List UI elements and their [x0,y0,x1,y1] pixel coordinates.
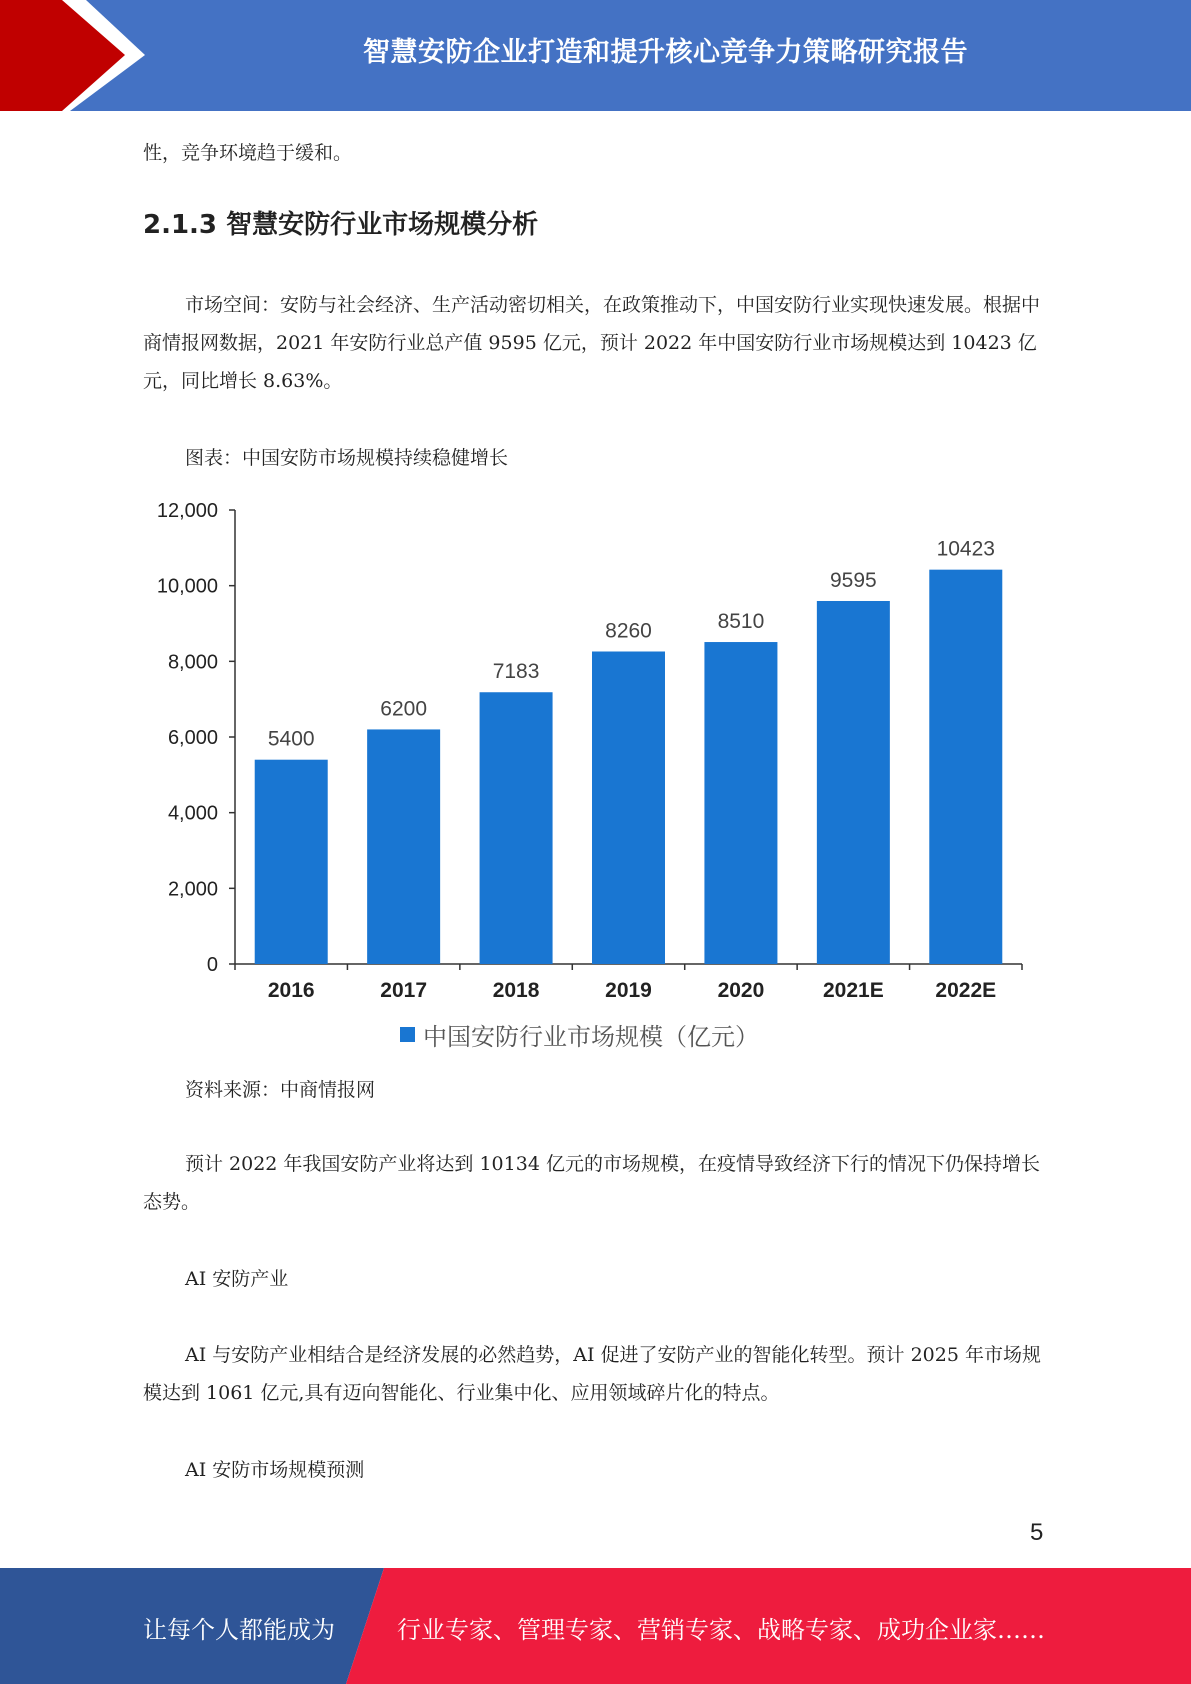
bar [367,729,440,964]
bar [592,651,665,964]
bar-chart-svg [130,490,1040,1010]
legend-label: 中国安防行业市场规模（亿元） [423,1023,759,1051]
chart-legend [400,1017,759,1052]
paragraph-forecast: 预计 2022 年我国安防产业将达到 10134 亿元的市场规模，在疫情导致经济下行的情况下仍保持增长态势。 [143,1153,1040,1213]
figure-caption: 图表：中国安防市场规模持续稳健增长 [185,447,509,469]
bar-value-label: 6200 [380,697,428,721]
bar-value-label: 9595 [829,568,877,592]
section-heading: 2.1.3 智慧安防行业市场规模分析 [143,210,539,240]
page-footer [0,1568,1191,1684]
bar [929,570,1002,964]
x-tick-label: 2019 [605,979,652,1002]
bar-chart [130,490,1040,1050]
bar [817,601,890,964]
page-header [0,0,1191,111]
subheading-ai-forecast: AI 安防市场规模预测 [185,1459,365,1481]
bar [255,760,328,964]
bar-value-label: 10423 [936,537,995,561]
report-title: 智慧安防企业打造和提升核心竞争力策略研究报告 [363,37,968,68]
y-tick-label: 0 [206,954,218,976]
bar-value-label: 5400 [267,727,315,751]
y-tick-label: 2,000 [167,878,218,901]
paragraph-ai-security: AI 与安防产业相结合是经济发展的必然趋势，AI 促进了安防产业的智能化转型。预计 2025 年市场规模达到 1061 亿元,具有迈向智能化、行业集中化、应用领域碎片化的特点。 [143,1344,1041,1404]
page-number: 5 [1030,1519,1044,1546]
bar [704,642,777,964]
subheading-ai-security: AI 安防产业 [185,1268,289,1290]
x-tick-label: 2020 [717,979,765,1002]
x-tick-label: 2022E [935,979,997,1002]
footer-slogan-right: 行业专家、管理专家、营销专家、战略专家、成功企业家…… [397,1616,1045,1644]
source-note: 资料来源：中商情报网 [185,1079,376,1101]
y-tick-label: 8,000 [167,651,218,674]
paragraph-market-space: 市场空间：安防与社会经济、生产活动密切相关，在政策推动下，中国安防行业实现快速发展。根据中商情报网数据，2021 年安防行业总产值 9595 亿元，预计 2022 年中国安防行业市场规模达到 10423 亿元，同比增长 8.63%。 [143,294,1041,392]
y-tick-label: 12,000 [156,500,218,522]
footer-slogan-left: 让每个人都能成为 [143,1616,335,1644]
x-tick-label: 2018 [492,979,540,1002]
bar [480,692,553,964]
bar-value-label: 8260 [605,619,652,643]
legend-swatch [400,1027,415,1042]
x-tick-label: 2017 [380,979,428,1002]
x-tick-label: 2021E [822,979,884,1002]
bar-value-label: 7183 [492,660,540,684]
x-tick-label: 2016 [267,979,315,1002]
y-tick-label: 4,000 [167,802,218,825]
intro-line: 性，竞争环境趋于缓和。 [143,142,353,164]
header-arrow-decoration [0,0,160,111]
y-tick-label: 6,000 [167,727,218,749]
y-tick-label: 10,000 [156,575,218,598]
bar-value-label: 8510 [717,610,765,634]
